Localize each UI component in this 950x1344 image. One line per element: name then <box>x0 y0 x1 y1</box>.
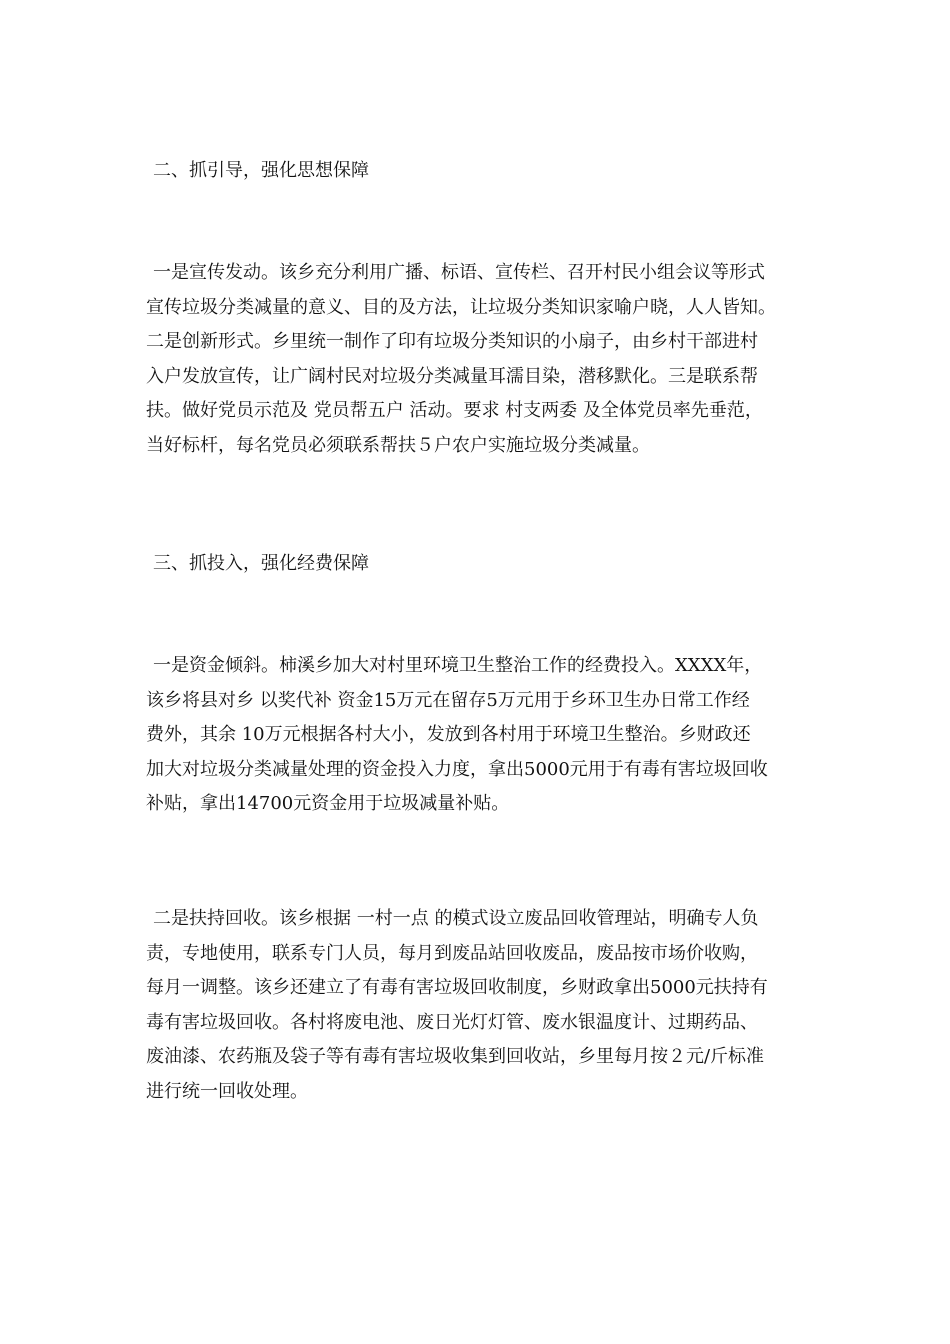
section-heading-2: 二、抓引导，强化思想保障 <box>153 160 369 181</box>
text-line: 当好标杆，每名党员必须联系帮扶５户农户实施垃圾分类减量。 <box>146 434 650 456</box>
text-line: 二是创新形式。乡里统一制作了印有垃圾分类知识的小扇子，由乡村干部进村 <box>146 331 758 352</box>
text-line: 宣传垃圾分类减量的意义、目的及方法，让垃圾分类知识家喻户晓，人人皆知。 <box>146 296 776 318</box>
text-line: 该乡将县对乡 以奖代补 资金15万元在留存5万元用于乡环卫生办日常工作经 <box>146 689 750 711</box>
text-line: 进行统一回收处理。 <box>146 1080 308 1102</box>
text-line: 费外，其余 10万元根据各村大小，发放到各村用于环境卫生整治。乡财政还 <box>146 724 751 745</box>
text-line: 入户发放宣传，让广阔村民对垃圾分类减量耳濡目染，潜移默化。三是联系帮 <box>146 365 758 387</box>
text-line: 二是扶持回收。该乡根据 一村一点 的模式设立废品回收管理站，明确专人负 <box>153 908 759 929</box>
text-line: 扶。做好党员示范及 党员帮五户 活动。要求 村支两委 及全体党员率先垂范， <box>146 400 763 421</box>
text-line: 一是资金倾斜。柿溪乡加大对村里环境卫生整治工作的经费投入。XXXX年， <box>153 655 763 676</box>
text-line: 废油漆、农药瓶及袋子等有毒有害垃圾收集到回收站，乡里每月按２元/斤标准 <box>146 1046 765 1067</box>
text-line: 责，专地使用，联系专门人员，每月到废品站回收废品，废品按市场价收购， <box>146 942 758 964</box>
text-line: 加大对垃圾分类减量处理的资金投入力度，拿出5000元用于有毒有害垃圾回收 <box>146 758 768 780</box>
paragraph-publicity <box>146 256 826 463</box>
section-heading-3: 三、抓投入，强化经费保障 <box>153 553 369 574</box>
text-line: 一是宣传发动。该乡充分利用广播、标语、宣传栏、召开村民小组会议等形式 <box>153 262 765 283</box>
text-line: 毒有害垃圾回收。各村将废电池、废日光灯灯管、废水银温度计、过期药品、 <box>146 1011 758 1033</box>
paragraph-funding <box>146 649 826 822</box>
text-line: 补贴，拿出14700元资金用于垃圾减量补贴。 <box>146 793 510 814</box>
text-line: 每月一调整。该乡还建立了有毒有害垃圾回收制度，乡财政拿出5000元扶持有 <box>146 977 768 998</box>
paragraph-recycling <box>146 902 826 1109</box>
